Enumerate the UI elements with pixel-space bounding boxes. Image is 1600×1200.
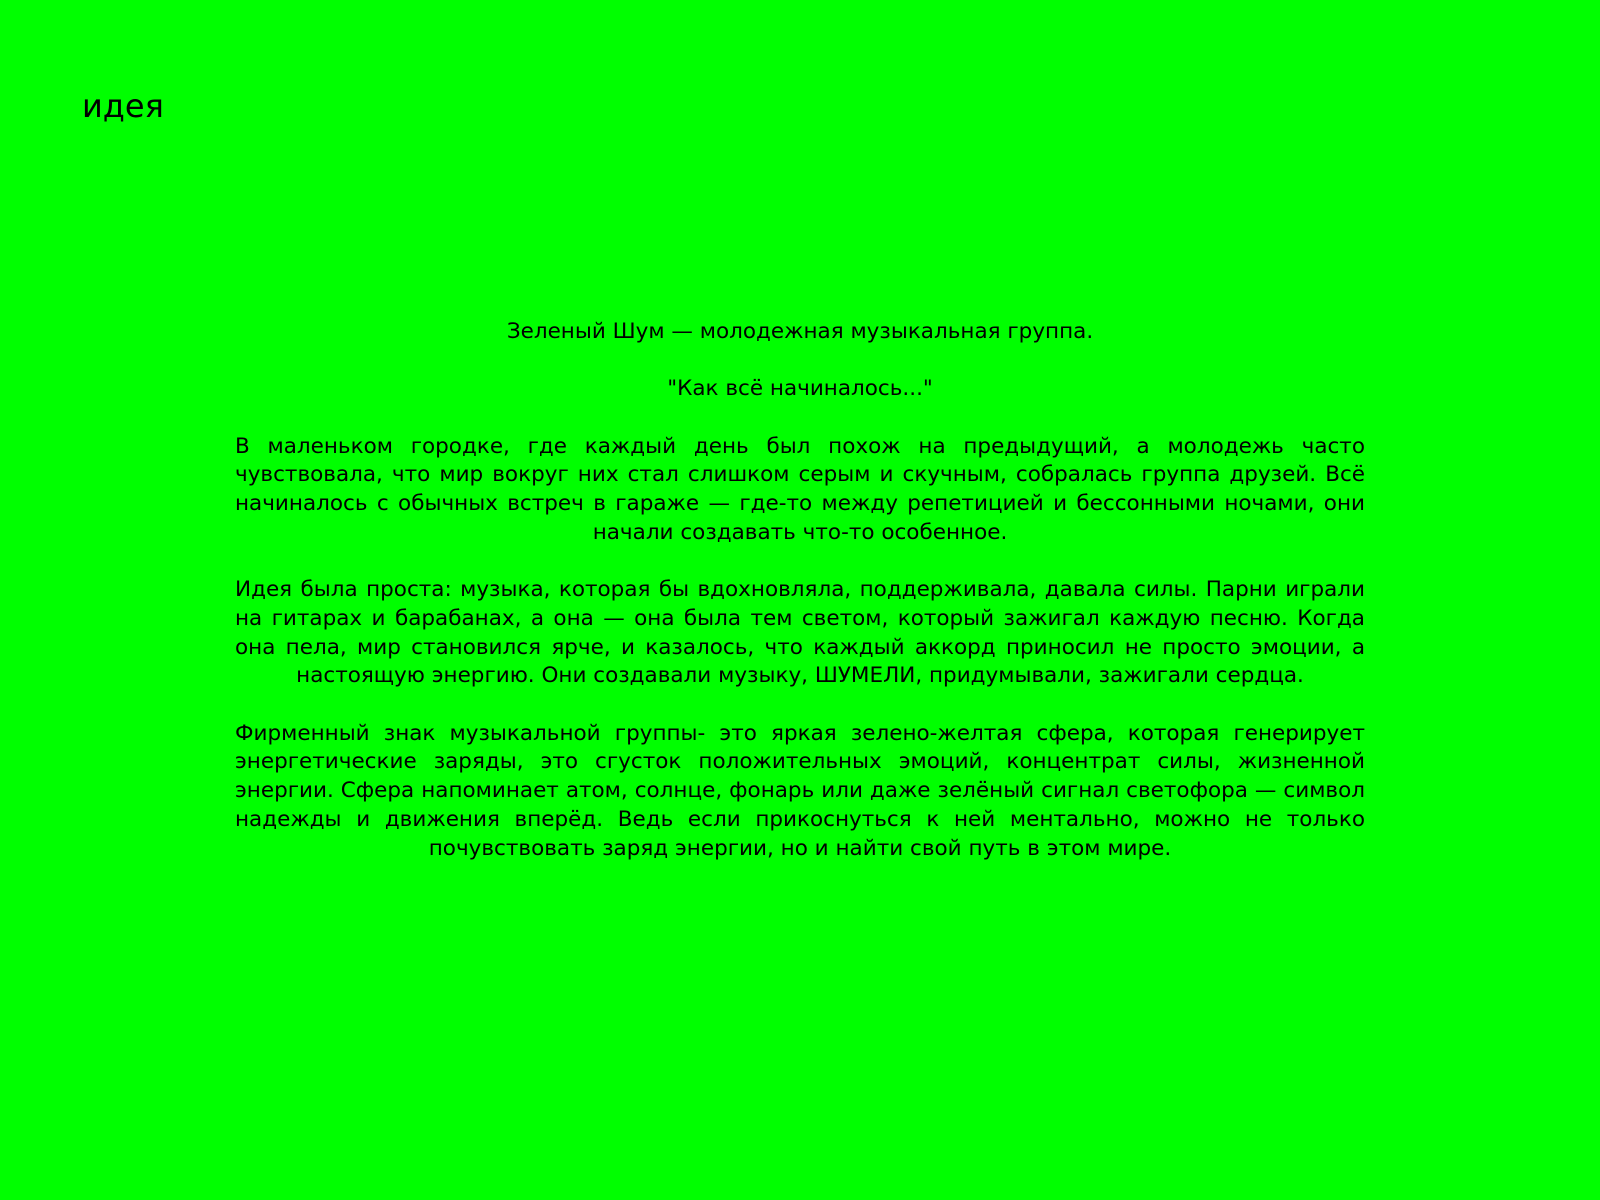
tagline: Зеленый Шум — молодежная музыкальная группа. (506, 319, 1094, 344)
page-title: идея (82, 87, 164, 125)
paragraph-beginning: В маленьком городке, где каждый день был похож на предыдущий, а молодежь часто чувствовала, что мир вокруг них стал слишком серым и скучным, собралась группа друзей. Всё начиналось с обычных встреч в гараже — где-то между репетицией и бессонными ночами, они начали создавать что-то особенное. (235, 433, 1365, 545)
text-content (235, 318, 1365, 863)
paragraph-idea: Идея была проста: музыка, которая бы вдохновляла, поддерживала, давала силы. Парни играли на гитарах и барабанах, а она — она была тем светом, который зажигал каждую песню. Когда она пела, мир становился ярче, и казалось, что каждый аккорд приносил не просто эмоции, а настоящую энергию. Они создавали музыку, ШУМЕЛИ, придумывали, зажигали сердца. (235, 577, 1365, 689)
story-subtitle: "Как всё начиналось..." (667, 376, 933, 402)
paragraph-logo: Фирменный знак музыкальной группы- это яркая зелено-желтая сфера, которая генерирует энергетические заряды, это сгусток положительных эмоций, концентрат силы, жизненной энергии. Сфера напоминает атом, солнце, фонарь или даже зелёный сигнал светофора — символ надежды и движения вперёд. Ведь если прикоснуться к ней ментально, можно не только почувствовать заряд энергии, но и найти свой путь в этом мире. (235, 720, 1365, 861)
